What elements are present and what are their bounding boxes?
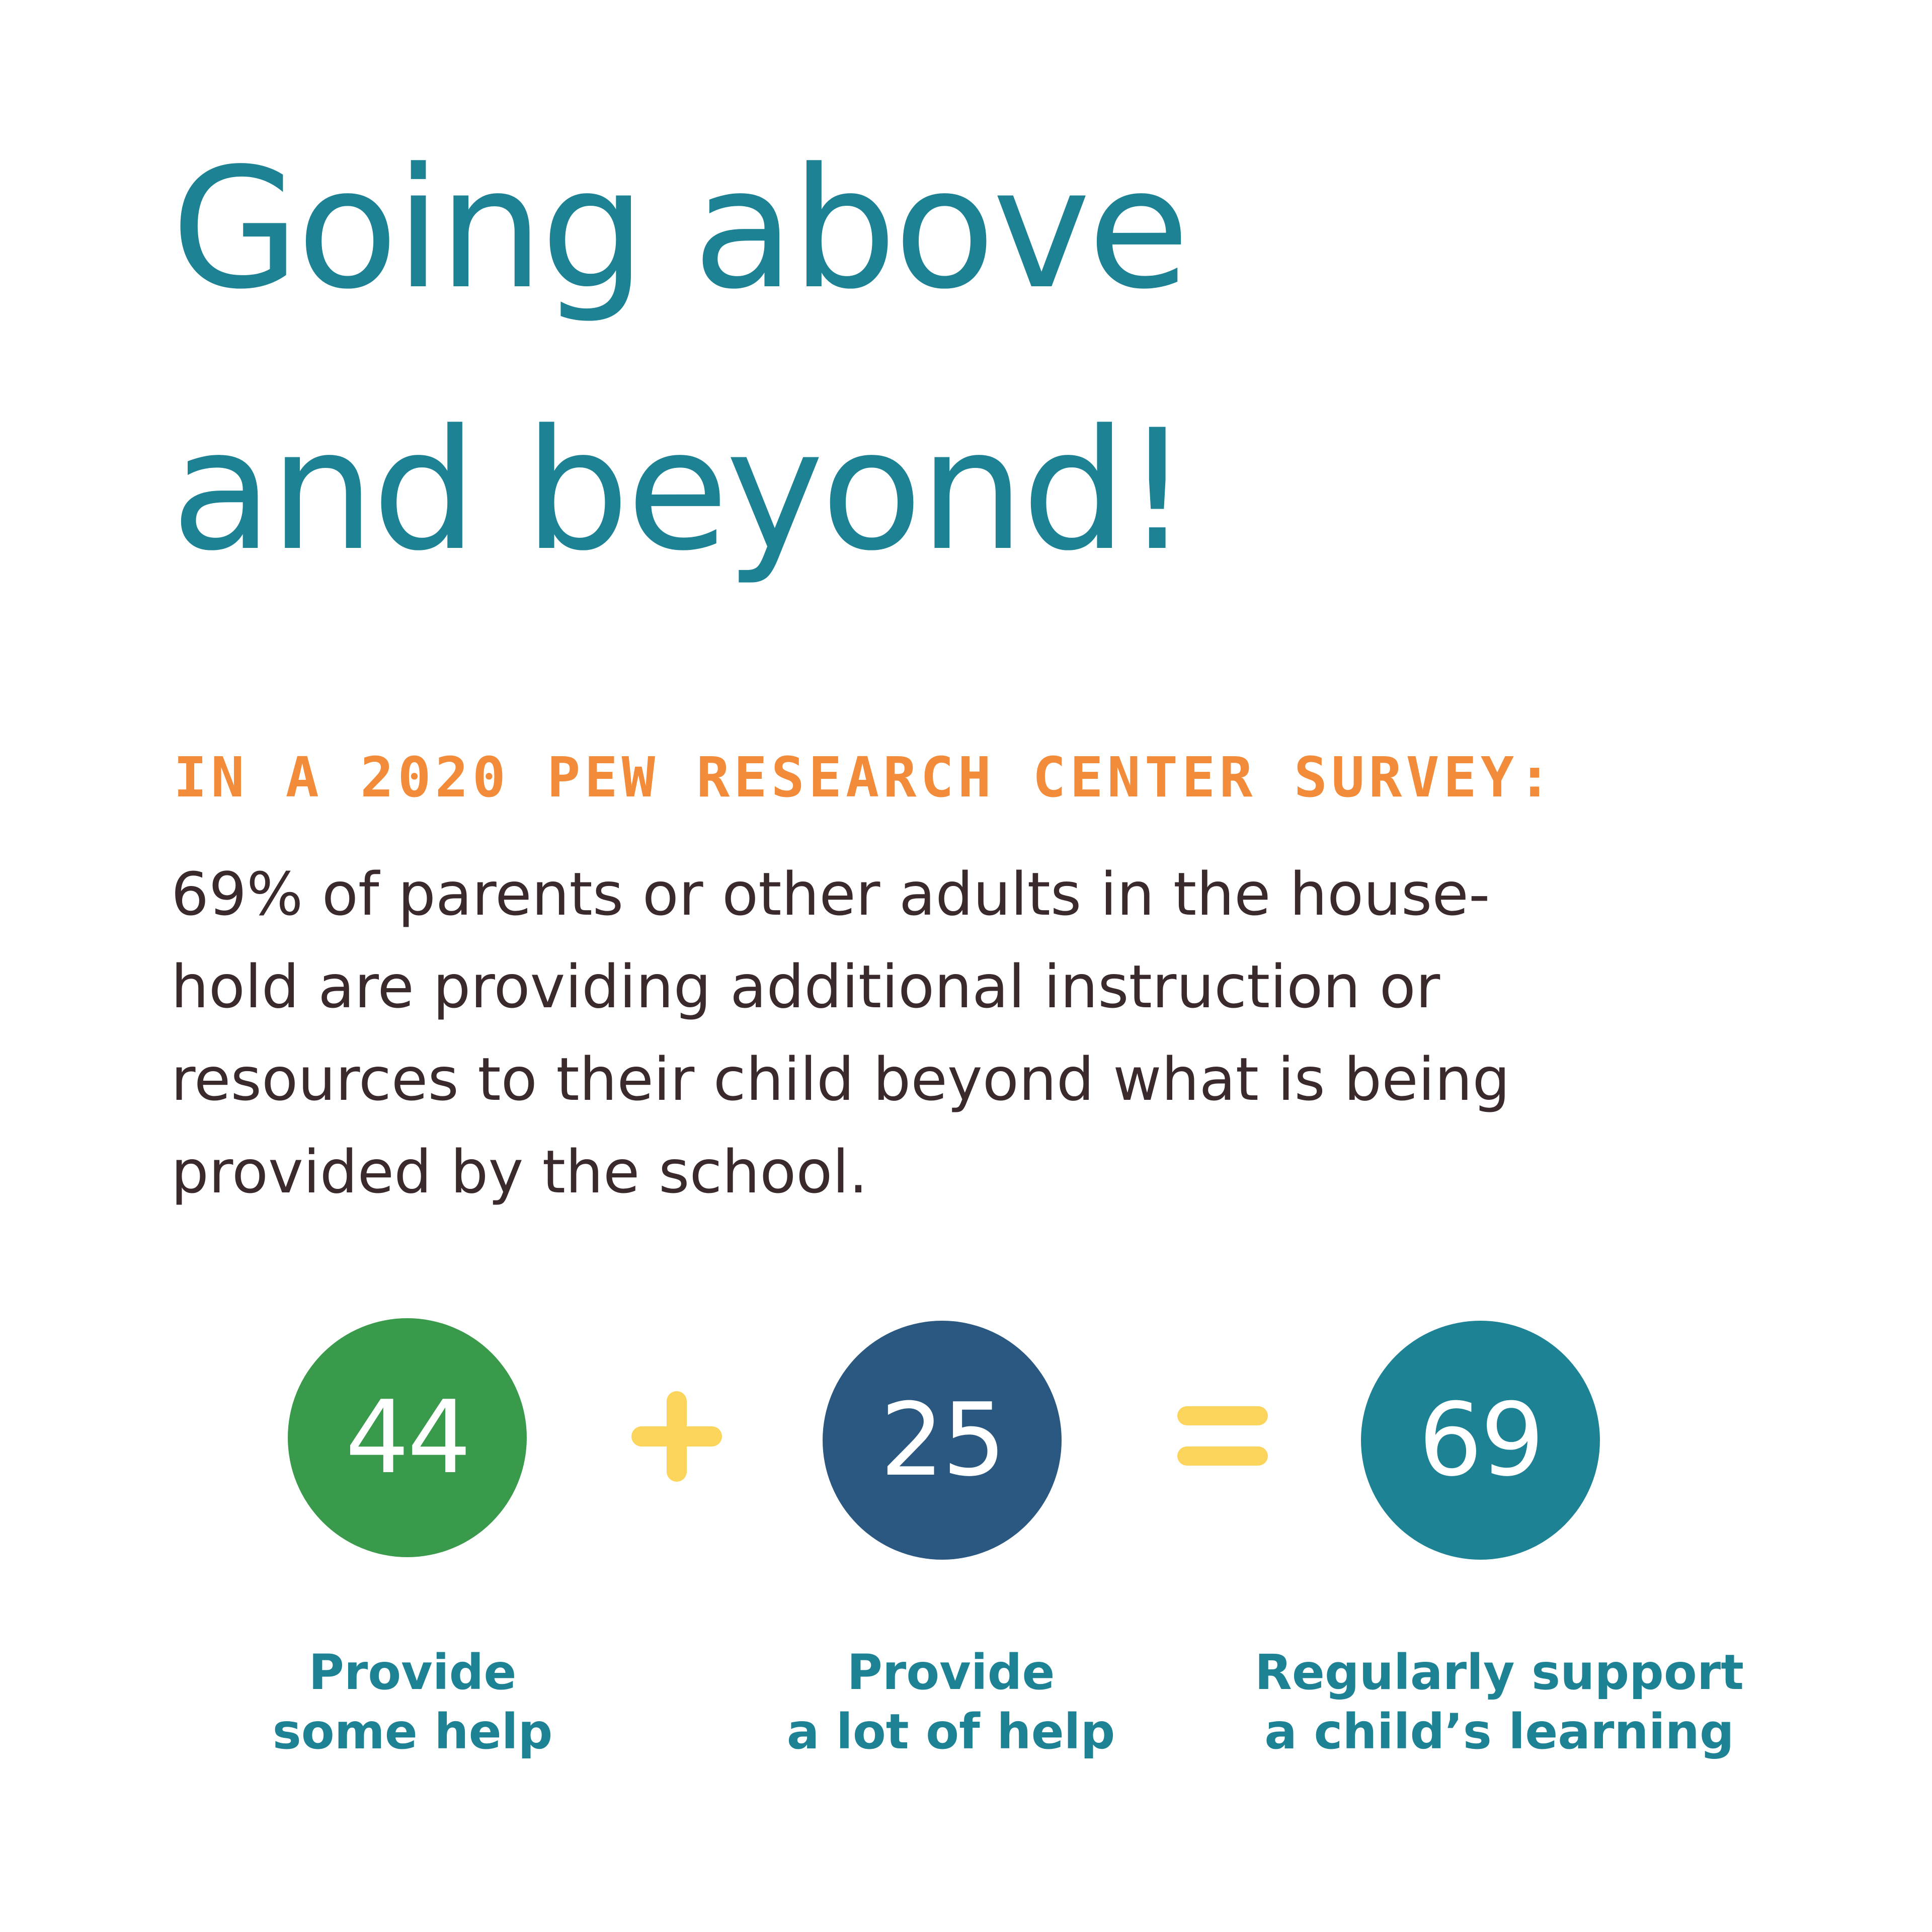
survey-subtitle: IN A 2020 PEW RESEARCH CENTER SURVEY:	[174, 745, 1556, 810]
label-line: Provide	[308, 1644, 517, 1701]
lot-of-help-label	[699, 1643, 1202, 1761]
title-line-2: and beyond!	[171, 394, 1188, 587]
lot-of-help-circle	[823, 1321, 1062, 1560]
some-help-label	[161, 1643, 664, 1761]
body-line: provided by the school.	[171, 1137, 868, 1206]
some-help-value: 44	[345, 1379, 469, 1496]
label-line: some help	[272, 1704, 553, 1760]
title-line-1: Going above	[171, 132, 1187, 326]
some-help-circle	[288, 1318, 527, 1557]
equals-icon	[1177, 1406, 1268, 1467]
body-line: 69% of parents or other adults in the house-	[171, 859, 1490, 929]
total-support-label	[1248, 1643, 1751, 1761]
label-line: Regularly support	[1254, 1644, 1744, 1701]
body-paragraph	[171, 848, 1781, 1218]
body-line: resources to their child beyond what is being	[171, 1044, 1510, 1114]
label-line: a lot of help	[786, 1704, 1115, 1760]
page-title	[171, 132, 1379, 669]
plus-icon	[631, 1391, 722, 1482]
label-line: a child’s learning	[1264, 1704, 1734, 1760]
total-support-circle	[1361, 1321, 1600, 1560]
label-line: Provide	[847, 1644, 1055, 1701]
body-line: hold are providing additional instruction or	[171, 952, 1440, 1021]
lot-of-help-value: 25	[880, 1382, 1004, 1499]
total-support-value: 69	[1418, 1382, 1543, 1499]
